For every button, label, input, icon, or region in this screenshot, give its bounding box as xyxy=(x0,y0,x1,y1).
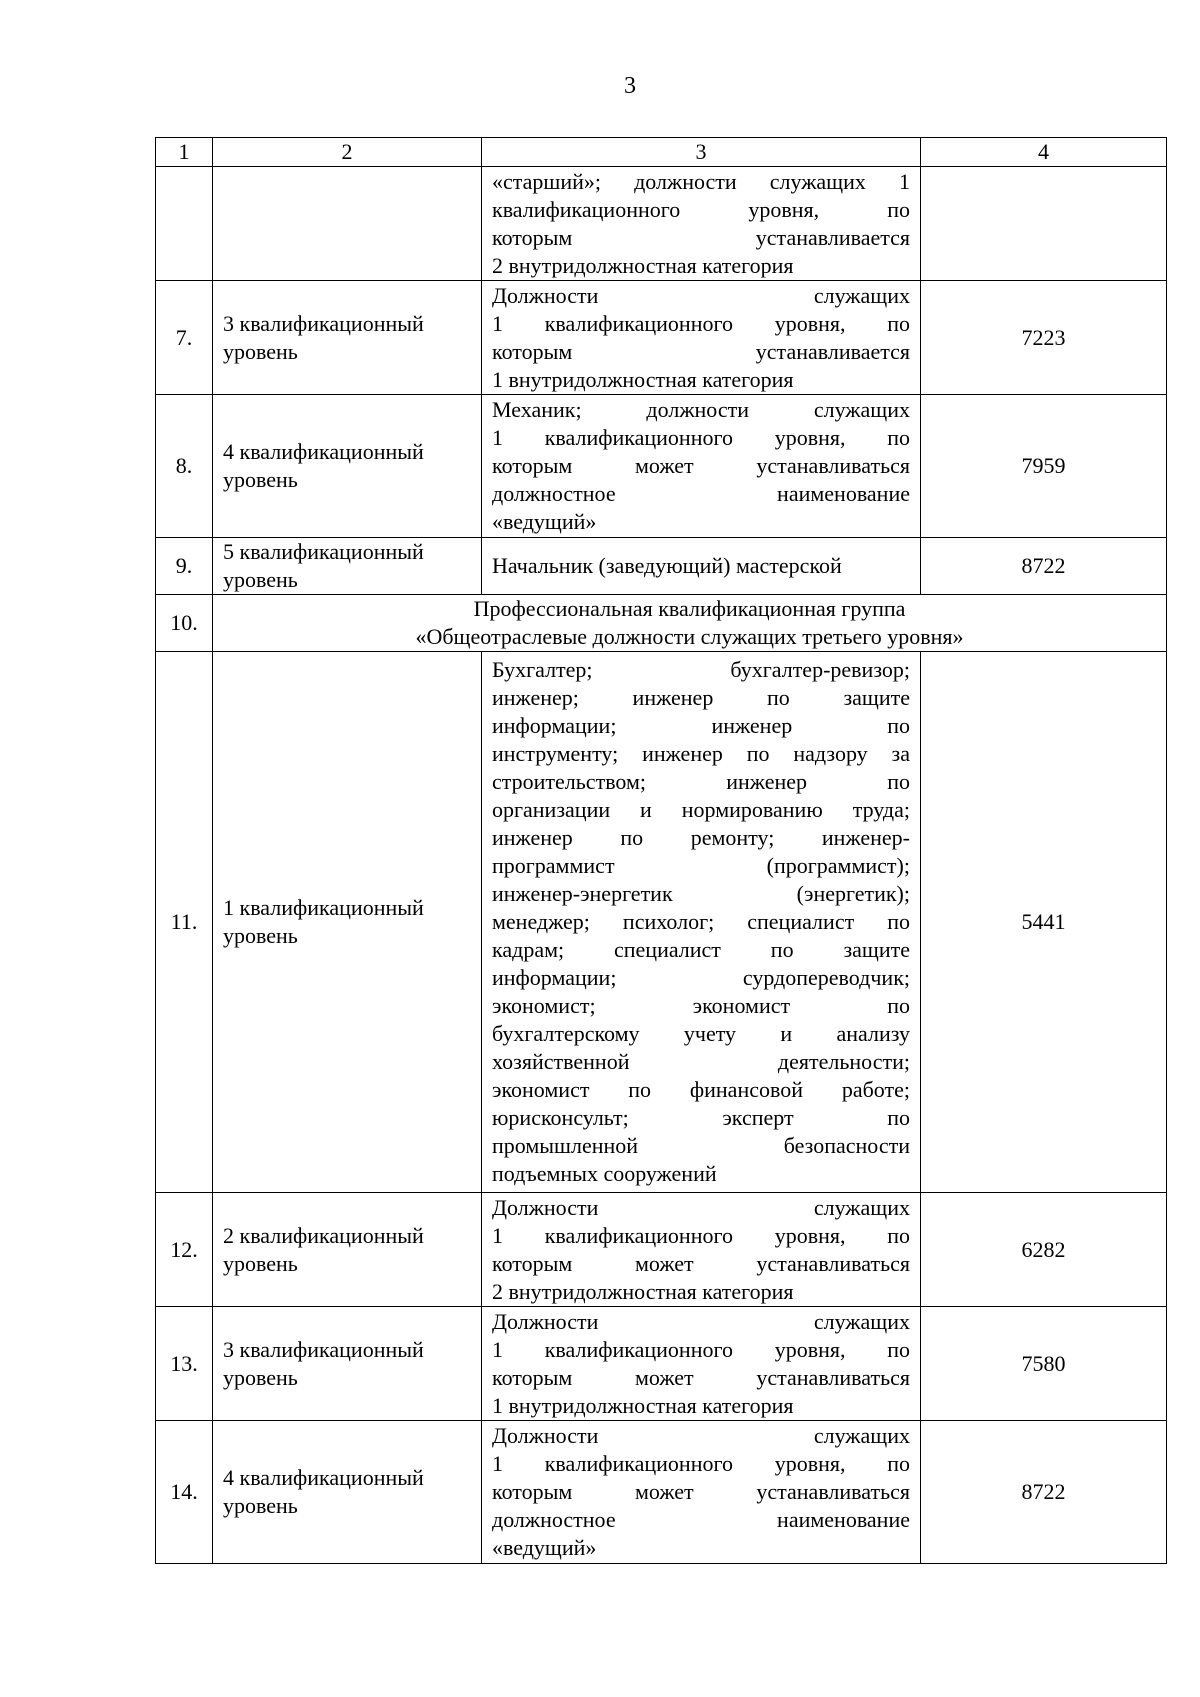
positions-line: организации и нормированию труда; xyxy=(492,797,910,822)
positions-line: подъемных сооружений xyxy=(492,1161,717,1186)
qualification-level: 5 квалификационный уровень xyxy=(213,538,482,595)
table-row xyxy=(156,1193,1167,1307)
table-row xyxy=(156,167,1167,281)
positions-line: бухгалтерскому учету и анализу xyxy=(492,1021,910,1046)
row-number: 14. xyxy=(156,1421,213,1564)
positions-line: информации; инженер по xyxy=(492,713,910,738)
positions-line: экономист; экономист по xyxy=(492,993,910,1018)
positions-line: 2 внутридолжностная категория xyxy=(492,252,794,278)
salary-value: 8722 xyxy=(921,538,1167,595)
positions-line: должностное наименование xyxy=(492,481,910,506)
positions-line: экономист по финансовой работе; xyxy=(492,1077,910,1102)
positions-line: «старший»; должности служащих 1 xyxy=(492,168,910,194)
table-body xyxy=(156,138,1167,1564)
qualification-level: 3 квалификационный уровень xyxy=(213,281,482,395)
group-title-line: Профессиональная квалификационная группа xyxy=(473,596,906,621)
positions-line: хозяйственной деятельности; xyxy=(492,1049,910,1074)
positions-line: которым может устанавливаться xyxy=(492,1364,910,1390)
positions-line: Должности служащих xyxy=(492,1308,910,1334)
row-number: 10. xyxy=(156,595,213,652)
positions-line: которым устанавливается xyxy=(492,338,910,364)
positions-description xyxy=(482,652,921,1193)
positions-line: Должности служащих xyxy=(492,282,910,308)
positions-line: Должности служащих xyxy=(492,1194,910,1220)
positions-line: которым устанавливается xyxy=(492,224,910,250)
table-row xyxy=(156,538,1167,595)
group-title-line: «Общеотраслевые должности служащих третьего уровня» xyxy=(415,624,964,649)
row-number: 11. xyxy=(156,652,213,1193)
salary-value: 7580 xyxy=(921,1307,1167,1421)
header-col-2: 2 xyxy=(213,138,482,167)
positions-line: которым может устанавливаться xyxy=(492,1479,910,1504)
positions-line: юрисконсульт; эксперт по xyxy=(492,1105,910,1130)
positions-line: строительством; инженер по xyxy=(492,769,910,794)
positions-line: кадрам; специалист по защите xyxy=(492,937,910,962)
positions-line: Механик; должности служащих xyxy=(492,397,910,422)
positions-line: Бухгалтер; бухгалтер-ревизор; xyxy=(492,657,910,682)
positions-description xyxy=(482,167,921,281)
table-header-row xyxy=(156,138,1167,167)
positions-line: 1 внутридолжностная категория xyxy=(492,366,794,392)
row-number xyxy=(156,167,213,281)
header-col-3: 3 xyxy=(482,138,921,167)
positions-description xyxy=(482,281,921,395)
row-number: 9. xyxy=(156,538,213,595)
salary-value xyxy=(921,167,1167,281)
positions-line: 1 внутридолжностная категория xyxy=(492,1392,794,1418)
positions-line: 1 квалификационного уровня, по xyxy=(492,310,910,336)
positions-line: «ведущий» xyxy=(492,1535,597,1560)
positions-line: инженер по ремонту; инженер- xyxy=(492,825,910,850)
positions-line: Начальник (заведующий) мастерской xyxy=(492,553,842,578)
positions-line: инструменту; инженер по надзору за xyxy=(492,741,910,766)
page-number: 3 xyxy=(624,73,636,99)
salary-value: 8722 xyxy=(921,1421,1167,1564)
positions-description xyxy=(482,1193,921,1307)
row-number: 7. xyxy=(156,281,213,395)
qualification-level: 4 квалификационный уровень xyxy=(213,1421,482,1564)
table-row xyxy=(156,1307,1167,1421)
positions-line: инженер-энергетик (энергетик); xyxy=(492,881,910,906)
positions-description xyxy=(482,538,921,595)
qualification-level xyxy=(213,167,482,281)
salary-value: 6282 xyxy=(921,1193,1167,1307)
positions-line: 1 квалификационного уровня, по xyxy=(492,425,910,450)
positions-line: 1 квалификационного уровня, по xyxy=(492,1336,910,1362)
positions-line: менеджер; психолог; специалист по xyxy=(492,909,910,934)
qualification-level: 1 квалификационный уровень xyxy=(213,652,482,1193)
positions-description xyxy=(482,1421,921,1564)
positions-line: которым может устанавливаться xyxy=(492,453,910,478)
salary-value: 5441 xyxy=(921,652,1167,1193)
positions-line: инженер; инженер по защите xyxy=(492,685,910,710)
salary-value: 7223 xyxy=(921,281,1167,395)
row-number: 8. xyxy=(156,395,213,538)
positions-line: промышленной безопасности xyxy=(492,1133,910,1158)
positions-description xyxy=(482,395,921,538)
row-number: 12. xyxy=(156,1193,213,1307)
table-row xyxy=(156,652,1167,1193)
positions-line: 1 квалификационного уровня, по xyxy=(492,1222,910,1248)
qualification-level: 4 квалификационный уровень xyxy=(213,395,482,538)
salary-table xyxy=(155,137,1167,1564)
table-group-row xyxy=(156,595,1167,652)
group-title xyxy=(213,595,1167,652)
qualification-level: 3 квалификационный уровень xyxy=(213,1307,482,1421)
header-col-4: 4 xyxy=(921,138,1167,167)
positions-line: информации; сурдопереводчик; xyxy=(492,965,910,990)
salary-value: 7959 xyxy=(921,395,1167,538)
table-row xyxy=(156,281,1167,395)
positions-line: квалификационного уровня, по xyxy=(492,196,910,222)
positions-line: «ведущий» xyxy=(492,509,597,534)
positions-line: которым может устанавливаться xyxy=(492,1250,910,1276)
positions-line: программист (программист); xyxy=(492,853,910,878)
qualification-level: 2 квалификационный уровень xyxy=(213,1193,482,1307)
row-number: 13. xyxy=(156,1307,213,1421)
table-row xyxy=(156,395,1167,538)
header-col-1: 1 xyxy=(156,138,213,167)
table-row xyxy=(156,1421,1167,1564)
positions-description xyxy=(482,1307,921,1421)
positions-line: 1 квалификационного уровня, по xyxy=(492,1451,910,1476)
positions-line: должностное наименование xyxy=(492,1507,910,1532)
positions-line: Должности служащих xyxy=(492,1423,910,1448)
positions-line: 2 внутридолжностная категория xyxy=(492,1278,794,1304)
